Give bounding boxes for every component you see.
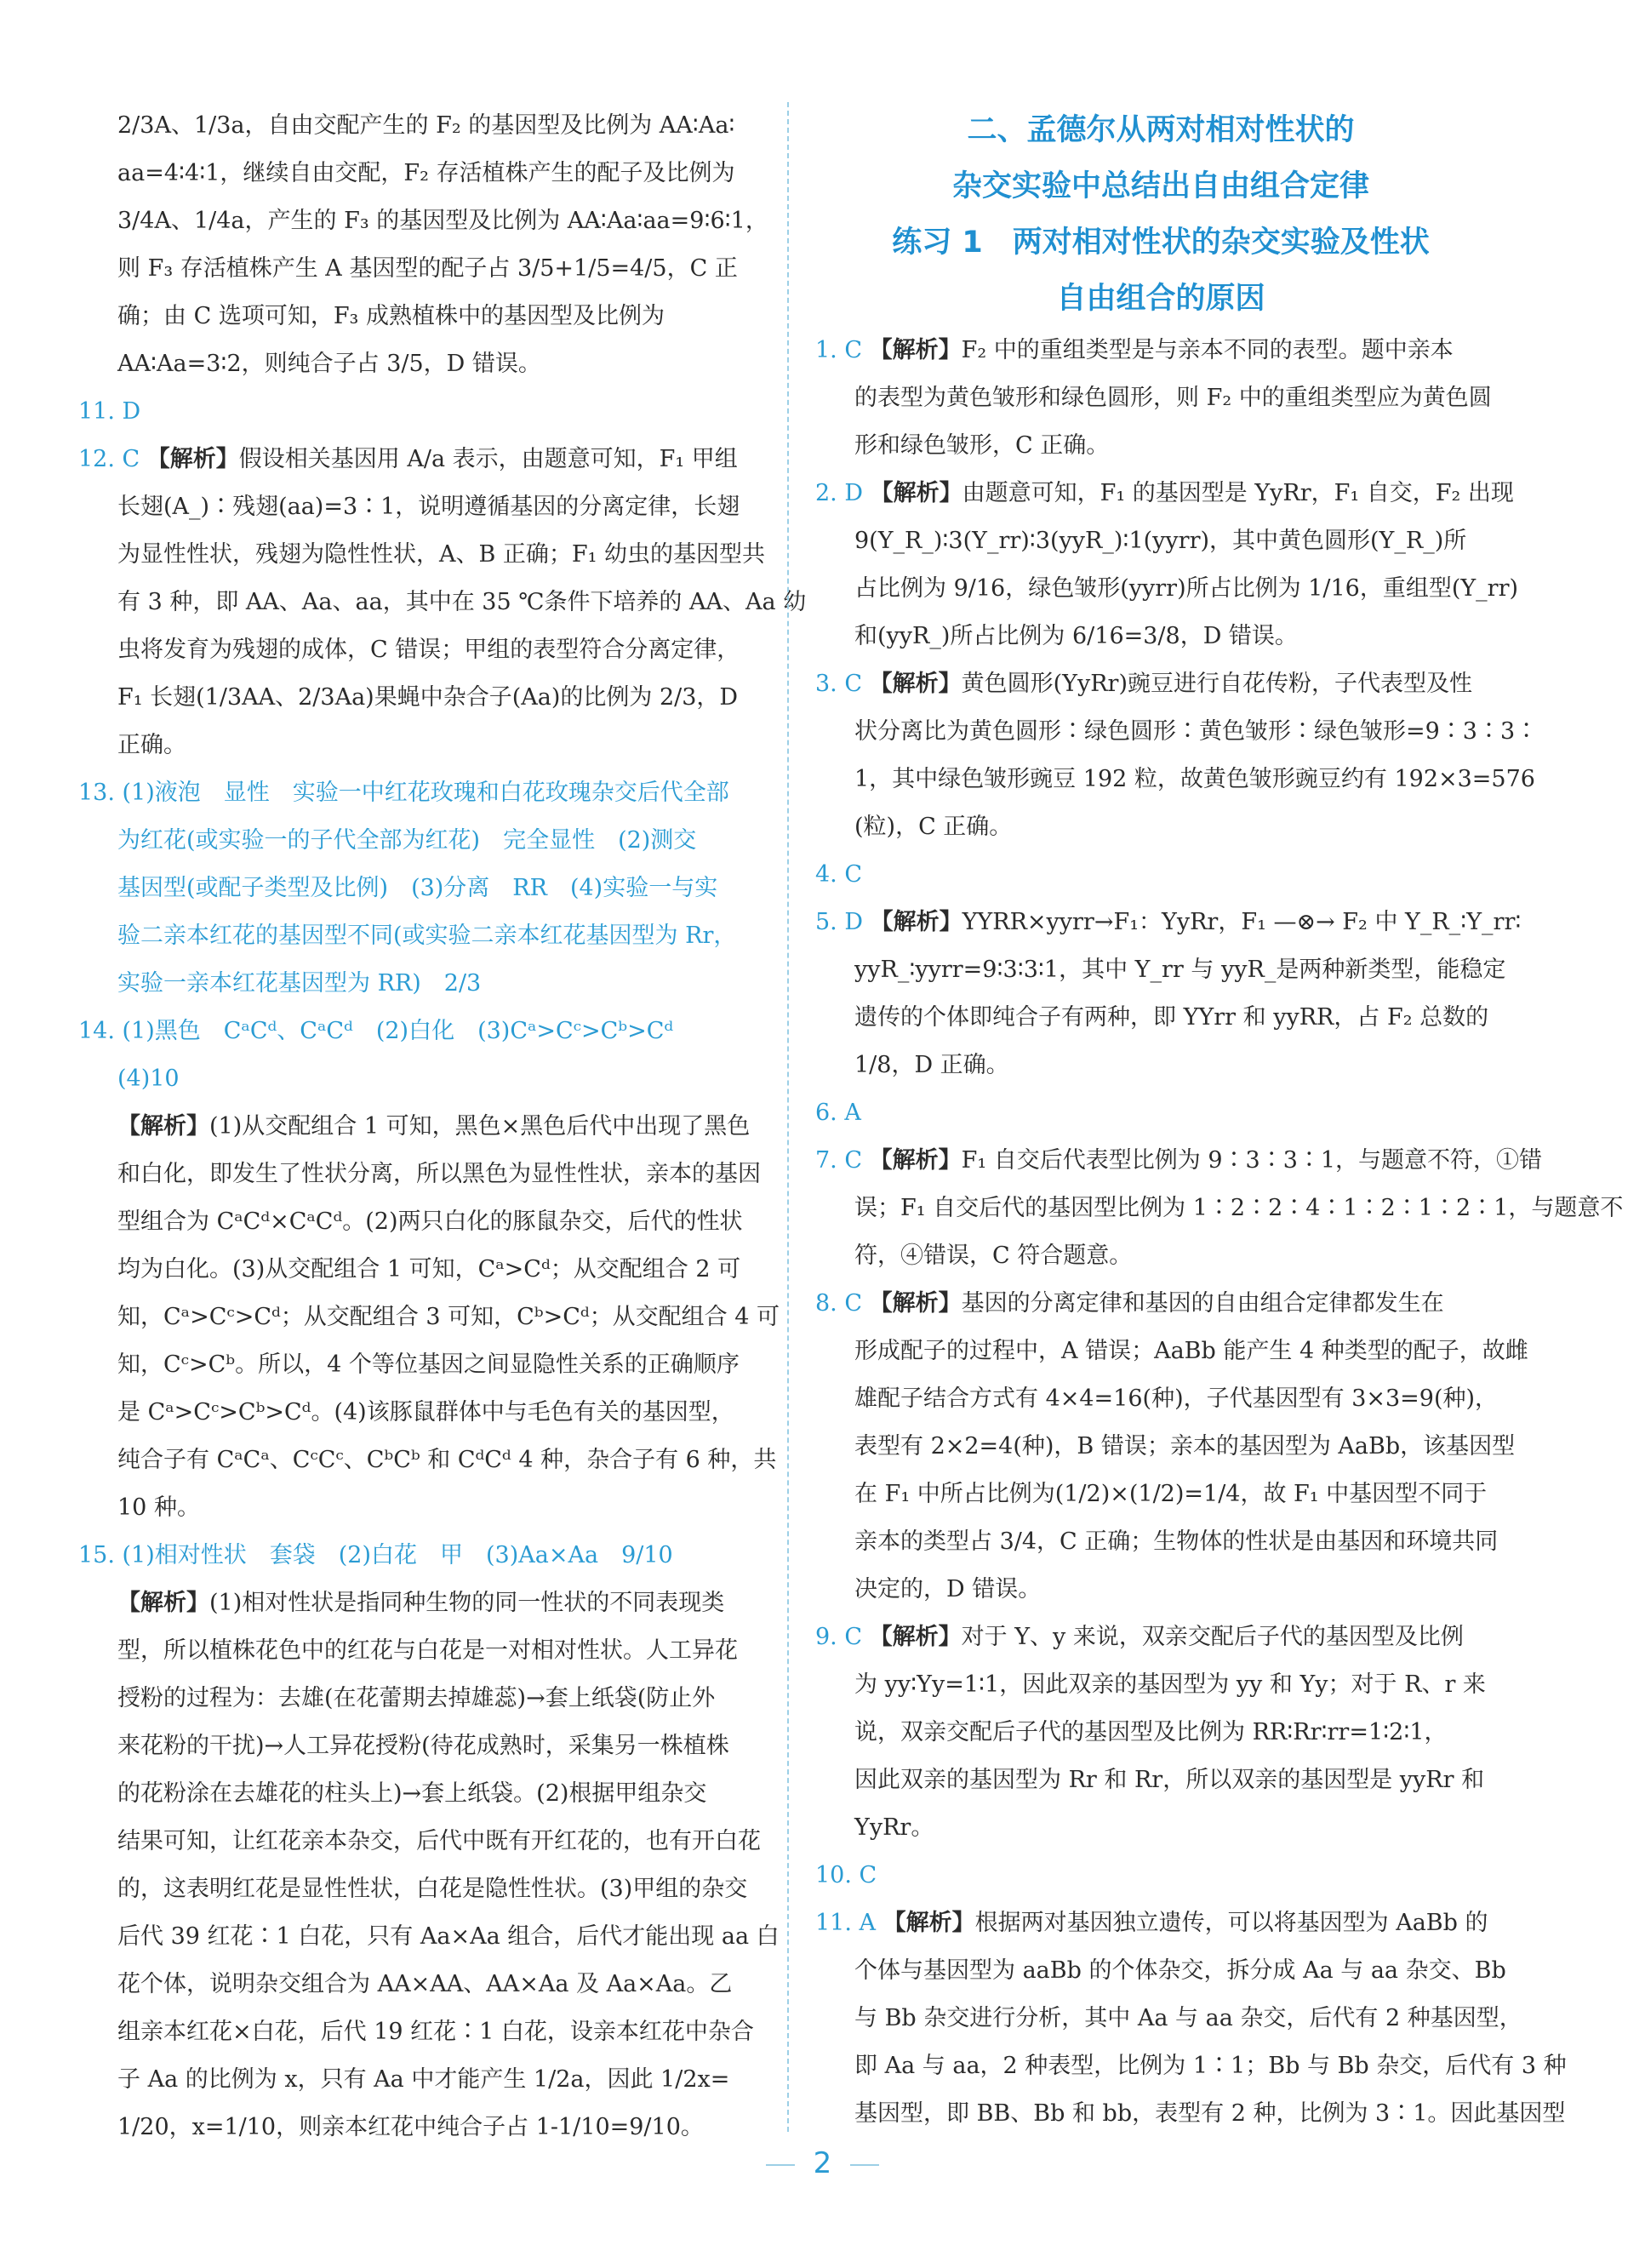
answer-line — [78, 150, 783, 197]
answer-line — [78, 1722, 783, 1770]
answer-line — [815, 708, 1539, 756]
line-text: 授粉的过程为：去雄(在花蕾期去掉雄蕊)→套上纸袋(防止外 — [117, 1685, 716, 1711]
answer-line — [815, 1042, 1506, 1089]
answer-line — [78, 912, 783, 960]
line-text: 14. (1)黑色 CᵃCᵈ、CᵃCᵈ (2)白化 (3)Cᵃ>Cᶜ>Cᵇ>Cᵈ — [78, 1018, 674, 1044]
line-text: 长翅(A_)∶残翅(aa)=3∶1，说明遵循基因的分离定律，长翅 — [117, 494, 740, 520]
line-text: 个体与基因型为 aaBb 的个体杂交，拆分成 Aa 与 aa 杂交、Bb — [854, 1957, 1506, 1984]
analysis-tag: 【解析】 — [869, 1290, 962, 1317]
section-title-1: 二、孟德尔从两对相对性状的 — [967, 113, 1355, 147]
answer-line — [78, 1580, 783, 1627]
line-text: AA∶Aa=3∶2，则纯合子占 3/5，D 错误。 — [117, 351, 541, 377]
line-text: 1/20，x=1/10，则亲本红花中纯合子占 1-1/10=9/10。 — [117, 2114, 704, 2140]
answer-line — [78, 722, 783, 769]
line-text: aa=4∶4∶1，继续自由交配，F₂ 存活植株产生的配子及比例为 — [117, 160, 735, 186]
answer-line — [815, 899, 1522, 946]
line-text: 正确。 — [117, 732, 186, 758]
line-text: (1)从交配组合 1 可知，黑色×黑色后代中出现了黑色 — [209, 1113, 751, 1140]
question-number: 9. C — [815, 1624, 863, 1650]
question-number: 1. C — [815, 337, 863, 363]
line-text: 型，所以植株花色中的红花与白花是一对相对性状。人工异花 — [117, 1637, 738, 1664]
answer-line — [78, 1341, 783, 1389]
line-text: 来花粉的干扰)→人工异花授粉(待花成熟时，采集另一株植株 — [117, 1733, 729, 1759]
answer-line — [78, 293, 783, 340]
answer-line — [815, 1804, 1506, 1852]
line-text: 有 3 种，即 AA、Aa、aa，其中在 35 ℃条件下培养的 AA、Aa 幼 — [117, 589, 807, 615]
line-text: 9(Y_R_)∶3(Y_rr)∶3(yyR_)∶1(yyrr)，其中黄色圆形(Y_R_)所 — [854, 528, 1467, 554]
answer-line — [78, 1294, 783, 1341]
answer-line — [815, 374, 1506, 422]
answer-line — [78, 436, 783, 483]
line-text: 符，④错误，C 符合题意。 — [854, 1243, 1133, 1269]
answer-line — [815, 1328, 1528, 1375]
line-text: 说，双亲交配后子代的基因型及比例为 RR∶Rr∶rr=1∶2∶1， — [854, 1719, 1448, 1745]
line-text: 1，其中绿色皱形豌豆 192 粒，故黄色皱形豌豆约有 192×3=576 — [854, 766, 1535, 792]
line-text: 形和绿色皱形，C 正确。 — [854, 432, 1110, 459]
line-text: 子 Aa 的比例为 x，只有 Aa 中才能产生 1/2a，因此 1/2x= — [117, 2066, 730, 2093]
answer-line — [78, 1675, 783, 1722]
answer-line — [78, 245, 783, 293]
answer-line — [78, 2104, 783, 2151]
answer-line — [815, 803, 1506, 851]
line-text: 后代 39 红花∶1 白花，只有 Aa×Aa 组合，后代才能出现 aa 白 — [117, 1923, 780, 1950]
line-text: F₁ 长翅(1/3AA、2/3Aa)果蝇中杂合子(Aa)的比例为 2/3，D — [117, 684, 739, 711]
answer-line — [815, 1280, 1506, 1328]
line-text: 根据两对基因独立遗传，可以将基因型为 AaBb 的 — [974, 1910, 1488, 1936]
line-text: 花个体，说明杂交组合为 AA×AA、AA×Aa 及 Aa×Aa。乙 — [117, 1971, 733, 1997]
analysis-tag: 【解析】 — [869, 337, 962, 363]
answer-line — [78, 1437, 783, 1484]
line-text: 决定的，D 错误。 — [854, 1576, 1042, 1602]
line-text: 的表型为黄色皱形和绿色圆形，则 F₂ 中的重组类型应为黄色圆 — [854, 385, 1492, 411]
answer-line — [78, 1389, 783, 1437]
line-text: 的，这表明红花是显性性状，白花是隐性性状。(3)甲组的杂交 — [117, 1876, 748, 1902]
right-column — [815, 102, 1624, 2138]
line-text: 验二亲本红花的基因型不同(或实验二亲本红花基因型为 Rr， — [117, 923, 737, 949]
analysis-tag: 【解析】 — [869, 1147, 962, 1174]
analysis-tag: 【解析】 — [882, 1910, 975, 1936]
answer-line — [815, 994, 1506, 1042]
line-text: 13. (1)液泡 显性 实验一中红花玫瑰和白花玫瑰杂交后代全部 — [78, 780, 729, 806]
answer-line — [815, 946, 1506, 994]
analysis-tag: 【解析】 — [870, 909, 962, 935]
answer-line — [815, 470, 1514, 517]
line-text: 基因型，即 BB、Bb 和 bb，表型有 2 种，比例为 3∶1。因此基因型 — [854, 2100, 1566, 2127]
answer-line — [815, 1185, 1624, 1232]
answer-line — [78, 388, 783, 436]
line-text: 在 F₁ 中所占比例为(1/2)×(1/2)=1/4，故 F₁ 中基因型不同于 — [854, 1481, 1488, 1507]
answer-line — [815, 1947, 1506, 1995]
line-text: 基因型(或配子类型及比例) (3)分离 RR (4)实验一与实 — [117, 875, 718, 901]
question-number: 5. D — [815, 909, 863, 935]
line-text: 6. A — [815, 1100, 861, 1126]
line-text: 遗传的个体即纯合子有两种，即 YYrr 和 yyRR，占 F₂ 总数的 — [854, 1004, 1489, 1031]
answer-line — [815, 660, 1506, 708]
line-text: (粒)，C 正确。 — [854, 814, 1013, 840]
line-text: 10 种。 — [117, 1494, 200, 1521]
line-text: 知，Cᵃ>Cᶜ>Cᵈ；从交配组合 3 可知，Cᵇ>Cᵈ；从交配组合 4 可 — [117, 1304, 780, 1330]
line-text: 和(yyR_)所占比例为 6/16=3/8，D 错误。 — [854, 623, 1298, 649]
line-text: 是 Cᵃ>Cᶜ>Cᵇ>Cᵈ。(4)该豚鼠群体中与毛色有关的基因型， — [117, 1399, 734, 1425]
answer-line — [815, 1137, 1543, 1185]
line-text: yyR_∶yyrr=9∶3∶3∶1，其中 Y_rr 与 yyR_是两种新类型，能稳定 — [854, 957, 1506, 983]
section-title-2: 杂交实验中总结出自由组合定律 — [951, 169, 1369, 203]
line-text: 虫将发育为残翅的成体，C 错误；甲组的表型符合分离定律， — [117, 637, 740, 663]
line-text: 为 yy∶Yy=1∶1，因此双亲的基因型为 yy 和 Yy；对于 R、r 来 — [854, 1671, 1486, 1698]
question-number: 11. A — [815, 1910, 877, 1936]
line-text: YYRR×yyrr→F₁：YyRr，F₁ —⊗→ F₂ 中 Y_R_∶Y_rr∶ — [962, 909, 1522, 935]
right-answers — [815, 327, 1624, 2138]
answer-line — [815, 1471, 1506, 1518]
answer-line — [78, 1770, 783, 1818]
answer-line — [815, 851, 1506, 899]
analysis-tag: 【解析】 — [869, 1624, 962, 1650]
line-text: 亲本的类型占 3/4，C 正确；生物体的性状是由基因和环境共同 — [854, 1528, 1499, 1555]
line-text: 为显性性状，残翅为隐性性状，A、B 正确；F₁ 幼虫的基因型共 — [117, 541, 766, 568]
line-text: 由题意可知，F₁ 的基因型是 YyRr，F₁ 自交，F₂ 出现 — [962, 480, 1514, 506]
line-text: 的花粉涂在去雄花的柱头上)→套上纸袋。(2)根据甲组杂交 — [117, 1780, 707, 1807]
line-text: 为红花(或实验一的子代全部为红花) 完全显性 (2)测交 — [117, 827, 697, 854]
line-text: 4. C — [815, 861, 863, 888]
analysis-tag: 【解析】 — [117, 1113, 209, 1140]
line-text: 11. D — [78, 398, 141, 425]
section-titles — [815, 102, 1506, 327]
line-text: 状分离比为黄色圆形∶绿色圆形∶黄色皱形∶绿色皱形=9∶3∶3∶ — [854, 718, 1539, 745]
line-text: 确；由 C 选项可知，F₃ 成熟植株中的基因型及比例为 — [117, 303, 665, 329]
line-text: 和白化，即发生了性状分离，所以黑色为显性性状，亲本的基因 — [117, 1161, 761, 1187]
line-text: 均为白化。(3)从交配组合 1 可知，Cᵃ>Cᵈ；从交配组合 2 可 — [117, 1256, 741, 1283]
answer-line — [78, 769, 783, 817]
line-text: 1/8，D 正确。 — [854, 1052, 1009, 1078]
line-text: 纯合子有 CᵃCᵃ、CᶜCᶜ、CᵇCᵇ 和 CᵈCᵈ 4 种，杂合子有 6 种，共 — [117, 1447, 777, 1473]
answer-line — [78, 2008, 783, 2056]
question-number: 8. C — [815, 1290, 863, 1317]
line-text: 型组合为 CᵃCᵈ×CᵃCᵈ。(2)两只白化的豚鼠杂交，后代的性状 — [117, 1208, 743, 1235]
line-text: 10. C — [815, 1862, 877, 1888]
line-text: 2/3A、1/3a，自由交配产生的 F₂ 的基因型及比例为 AA∶Aa∶ — [117, 112, 735, 139]
answer-line — [78, 1532, 783, 1580]
left-column — [78, 102, 807, 2151]
line-text: 假设相关基因用 A/a 表示，由题意可知，F₁ 甲组 — [238, 446, 738, 472]
answer-line — [78, 197, 783, 245]
exercise-title-1: 练习 1 两对相对性状的杂交实验及性状 — [892, 226, 1430, 260]
answer-line — [78, 1865, 783, 1913]
line-text: 15. (1)相对性状 套袋 (2)白花 甲 (3)Aa×Aa 9/10 — [78, 1542, 673, 1568]
answer-line — [78, 531, 783, 579]
answer-line — [815, 1709, 1506, 1757]
answer-line — [815, 756, 1535, 803]
answer-line — [815, 1375, 1506, 1423]
answer-line — [815, 1852, 1506, 1900]
answer-line — [78, 1151, 783, 1198]
answer-line — [815, 1661, 1506, 1709]
answer-line — [815, 613, 1506, 660]
answer-line — [815, 1089, 1506, 1137]
analysis-tag: 【解析】 — [870, 480, 962, 506]
line-text: 结果可知，让红花亲本杂交，后代中既有开红花的，也有开白花 — [117, 1828, 761, 1854]
answer-line — [815, 327, 1506, 374]
line-text: 知，Cᶜ>Cᵇ。所以，4 个等位基因之间显隐性关系的正确顺序 — [117, 1351, 740, 1378]
answer-line — [78, 340, 783, 388]
line-text: 与 Bb 杂交进行分析，其中 Aa 与 aa 杂交，后代有 2 种基因型， — [854, 2005, 1522, 2031]
line-text: 3/4A、1/4a，产生的 F₃ 的基因型及比例为 AA∶Aa∶aa=9∶6∶1， — [117, 208, 768, 234]
answer-line — [78, 102, 783, 150]
line-text: 占比例为 9/16，绿色皱形(yyrr)所占比例为 1/16，重组型(Y_rr) — [854, 575, 1519, 602]
question-number: 2. D — [815, 480, 863, 506]
line-text: 误；F₁ 自交后代的基因型比例为 1∶2∶2∶4∶1∶2∶1∶2∶1，与题意不 — [854, 1195, 1624, 1221]
line-text: 实验一亲本红花基因型为 RR) 2/3 — [117, 970, 482, 997]
answer-line — [78, 1484, 783, 1532]
page-number: 2 — [0, 2146, 1645, 2180]
question-number: 12. C — [78, 446, 140, 472]
answer-line — [78, 1627, 783, 1675]
line-text: 因此双亲的基因型为 Rr 和 Rr，所以双亲的基因型是 yyRr 和 — [854, 1767, 1485, 1793]
answer-line — [815, 1518, 1506, 1566]
answer-line — [815, 1423, 1516, 1471]
answer-line — [78, 2056, 783, 2104]
line-text: 表型有 2×2=4(种)，B 错误；亲本的基因型为 AaBb，该基因型 — [854, 1433, 1516, 1460]
answer-line — [78, 865, 783, 912]
line-text: 黄色圆形(YyRr)豌豆进行自花传粉，子代表型及性 — [961, 671, 1472, 697]
answer-line — [78, 1961, 783, 2008]
line-text: 对于 Y、y 来说，双亲交配后子代的基因型及比例 — [961, 1624, 1464, 1650]
answer-line — [78, 483, 783, 531]
answer-line — [815, 565, 1519, 613]
answer-line — [78, 1008, 783, 1055]
answer-line — [78, 817, 783, 865]
line-text: 基因的分离定律和基因的自由组合定律都发生在 — [961, 1290, 1444, 1317]
answer-line — [815, 422, 1506, 470]
answer-line — [815, 1995, 1522, 2042]
answer-line — [78, 674, 783, 722]
answer-line — [815, 1566, 1506, 1614]
analysis-tag: 【解析】 — [869, 671, 962, 697]
line-text: 雄配子结合方式有 4×4=16(种)，子代基因型有 3×3=9(种)， — [854, 1385, 1499, 1412]
answer-line — [78, 1246, 783, 1294]
line-text: 组亲本红花×白花，后代 19 红花∶1 白花，设亲本红花中杂合 — [117, 2019, 754, 2045]
answer-line — [78, 1913, 783, 1961]
question-number: 3. C — [815, 671, 863, 697]
answer-line — [78, 626, 783, 674]
analysis-tag: 【解析】 — [146, 446, 239, 472]
answer-line — [78, 960, 783, 1008]
line-text: 即 Aa 与 aa，2 种表型，比例为 1∶1；Bb 与 Bb 杂交，后代有 3 种 — [854, 2053, 1567, 2079]
answer-line — [78, 579, 807, 626]
answer-line — [815, 1900, 1506, 1947]
answer-line — [815, 517, 1506, 565]
answer-line — [815, 1232, 1506, 1280]
answer-line — [815, 1614, 1506, 1661]
exercise-title-2: 自由组合的原因 — [1056, 282, 1265, 316]
answer-line — [78, 1103, 783, 1151]
column-divider — [787, 102, 789, 2132]
line-text: (1)相对性状是指同种生物的同一性状的不同表现类 — [209, 1590, 725, 1616]
answer-line — [78, 1818, 783, 1865]
answer-line — [78, 1198, 783, 1246]
line-text: 形成配子的过程中，A 错误；AaBb 能产生 4 种类型的配子，故雌 — [854, 1338, 1528, 1364]
line-text: (4)10 — [117, 1065, 180, 1092]
answer-line — [815, 2090, 1566, 2138]
line-text: F₁ 自交后代表型比例为 9∶3∶3∶1，与题意不符，①错 — [961, 1147, 1543, 1174]
answer-line — [815, 2042, 1567, 2090]
line-text: YyRr。 — [854, 1814, 934, 1841]
question-number: 7. C — [815, 1147, 863, 1174]
answer-line — [78, 1055, 783, 1103]
analysis-tag: 【解析】 — [117, 1590, 209, 1616]
line-text: F₂ 中的重组类型是与亲本不同的表型。题中亲本 — [961, 337, 1454, 363]
line-text: 则 F₃ 存活植株产生 A 基因型的配子占 3/5+1/5=4/5，C 正 — [117, 255, 738, 282]
answer-line — [815, 1757, 1506, 1804]
